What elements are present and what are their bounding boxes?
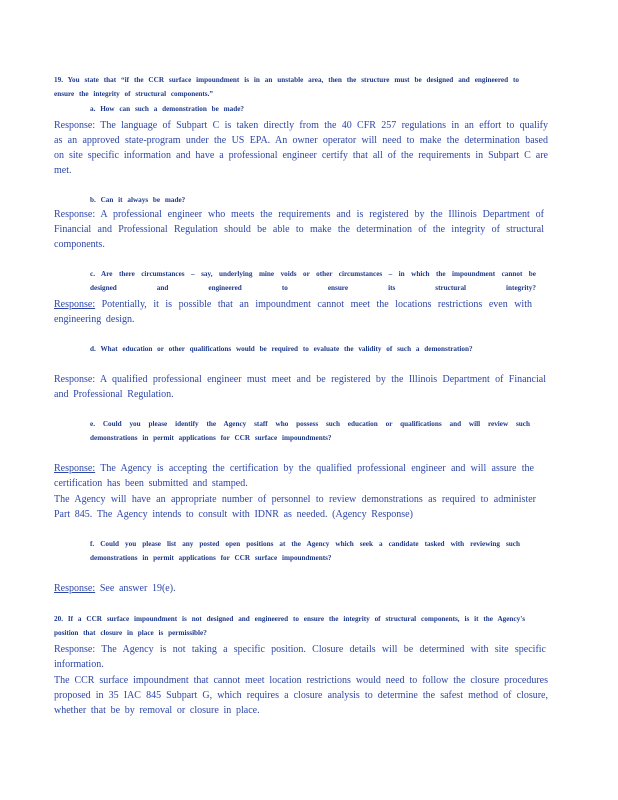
- question-19a: a. How can such a demonstration be made?: [90, 105, 244, 113]
- response-19b: [54, 207, 544, 252]
- response-label: Response:: [54, 374, 96, 385]
- question-19c: c. Are there circumstances – say, underlying mine voids or other circumstances – in which the impoundment cannot be designed and engineered to ensure its structural integrity?: [90, 270, 536, 292]
- response-label: Response:: [54, 120, 96, 131]
- response-19d: [54, 372, 546, 402]
- question-19: 19. You state that “if the CCR surface impoundment is in an unstable area, then the structure must be designed and engineered to ensure the integrity of structural components.”: [54, 76, 519, 98]
- question-20: 20. If a CCR surface impoundment is not designed and engineered to ensure the integrity of structural components, is it the Agency's position that closure in place is permissible?: [54, 615, 525, 637]
- response-text: See answer 19(e).: [99, 583, 176, 594]
- response-label: Response:: [54, 299, 96, 310]
- response-19f: [54, 581, 354, 596]
- response-text: The language of Subpart C is taken directly from the 40 CFR 257 regulations in an effort to qualify as an approved state-program under the US EPA. An owner operator will need to make the determination based on site specific information and have a professional engineer certify that all of the requirements in Subpart C are met.: [54, 120, 548, 176]
- question-19d: d. What education or other qualifications would be required to evaluate the validity of such a demonstration?: [90, 345, 473, 353]
- response-label: Response:: [54, 644, 96, 655]
- response-19c: [54, 297, 532, 327]
- response-19a: [54, 118, 548, 178]
- response-text: The Agency is not taking a specific position. Closure details will be determined with site specific information.: [54, 644, 546, 670]
- response-text: Potentially, it is possible that an impoundment cannot meet the locations restrictions even with engineering design.: [54, 299, 532, 325]
- response-text: A qualified professional engineer must meet and be registered by the Illinois Department of Financial and Professional Regulation.: [54, 374, 546, 400]
- response-20-continued: The CCR surface impoundment that cannot meet location restrictions would need to follow the closure procedures proposed in 35 IAC 845 Subpart G, which requires a closure analysis to determine the safest method of closure, whether that be by removal or closure in place.: [54, 675, 548, 716]
- question-19b: b. Can it always be made?: [90, 196, 186, 204]
- response-19e: [54, 461, 534, 491]
- response-label: Response:: [54, 463, 96, 474]
- response-19e-continued: The Agency will have an appropriate number of personnel to review demonstrations as required to administer Part 845. The Agency intends to consult with IDNR as needed. (Agency Response): [54, 494, 536, 520]
- response-text: A professional engineer who meets the requirements and is registered by the Illinois Department of Financial and Professional Regulation should be able to make the determination of the integrity of structural components.: [54, 209, 544, 250]
- question-19e: e. Could you please identify the Agency staff who possess such education or qualifications and will review such demonstrations in permit applications for CCR surface impoundments?: [90, 420, 530, 442]
- response-20: [54, 642, 546, 672]
- response-text: The Agency is accepting the certification by the qualified professional engineer and will assure the certification has been submitted and stamped.: [54, 463, 534, 489]
- question-19f: f. Could you please list any posted open positions at the Agency which seek a candidate tasked with reviewing such demonstrations in permit applications for CCR surface impoundments?: [90, 540, 520, 562]
- response-label: Response:: [54, 209, 96, 220]
- response-label: Response:: [54, 583, 96, 594]
